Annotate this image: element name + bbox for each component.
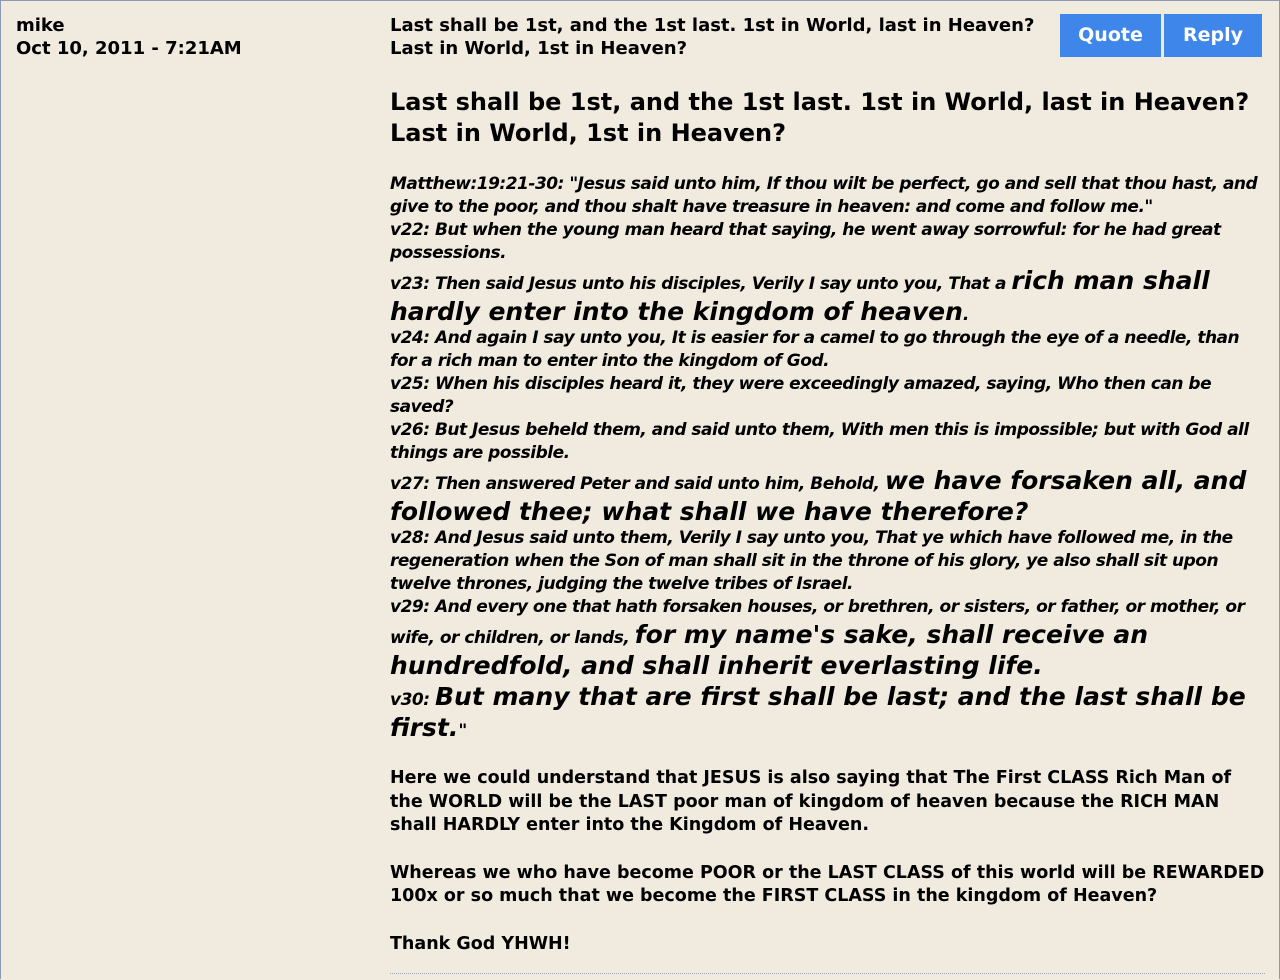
post-date: Oct 10, 2011 - 7:21AM [16,38,242,59]
paragraph-1: Here we could understand that JESUS is also saying that The First CLASS Rich Man of the WORLD will be the LAST poor man of kingdom of heaven because the RICH MAN shall HARDLY enter into the Kingdom of Heaven. [390,768,1232,835]
post-heading-line-1: Last shall be 1st, and the 1st last. 1st in World, last in Heaven? [390,88,1250,116]
quote-button[interactable]: Quote [1060,14,1161,57]
subject-line-2: Last in World, 1st in Heaven? [390,38,688,59]
verse-25: v25: When his disciples heard it, they were exceedingly amazed, saying, Who then can be saved? [390,374,1212,417]
post-heading-line-2: Last in World, 1st in Heaven? [390,119,787,147]
reply-button[interactable]: Reply [1164,14,1262,57]
verse-22: v22: But when the young man heard that saying, he went away sorrowful: for he had great possessions. [390,220,1221,263]
verse-30 [390,681,1268,743]
verse-23-emphasis: rich man shall hardly enter into the kingdom of heaven [390,266,1210,326]
verse-26: v26: But Jesus beheld them, and said unto them, With men this is impossible; but with God all things are possible. [390,420,1249,463]
verse-30-emphasis: But many that are first shall be last; and the last shall be first. [390,682,1246,742]
verse-30-text: v30: [390,690,435,710]
author-block [16,14,242,60]
verse-29 [390,596,1268,681]
paragraph-2: Whereas we who have become POOR or the LAST CLASS of this world will be REWARDED 100x or so much that we become the FIRST CLASS in the kingdom of Heaven? [390,862,1265,906]
verse-27-emphasis: we have forsaken all, and followed thee; what shall we have therefore? [390,466,1247,526]
author-name[interactable]: mike [16,15,65,36]
subject-line-1: Last shall be 1st, and the 1st last. 1st in World, last in Heaven? [390,15,1035,36]
paragraph-3: Thank God YHWH! [390,933,571,954]
verse-30-end: " [458,721,467,741]
scripture-quote [390,173,1268,743]
verse-21: Matthew:19:21-30: "Jesus said unto him, If thou wilt be perfect, go and sell that thou hast, and give to the poor, and thou shalt have treasure in heaven: and come and follow me." [390,174,1258,217]
verse-23-text: v23: Then said Jesus unto his disciples, Verily I say unto you, That a [390,274,1012,294]
verse-29-text: v29: And every one that hath forsaken houses, or brethren, or sisters, or father, or mother, or wife, or children, or lands, [390,597,1245,648]
verse-23 [390,265,1268,327]
signature-divider [390,973,1265,974]
post-heading [390,87,1268,149]
verse-24: v24: And again I say unto you, It is easier for a camel to go through the eye of a needle, than for a rich man to enter into the kingdom of God. [390,328,1240,371]
verse-29-emphasis: for my name's sake, shall receive an hundredfold, and shall inherit everlasting life. [390,620,1149,680]
post-actions [1060,14,1262,57]
verse-28: v28: And Jesus said unto them, Verily I say unto you, That ye which have followed me, in the regeneration when the Son of man shall sit in the throne of his glory, ye also shall sit upon twelve thrones, judging the twelve tribes of Israel. [390,528,1233,594]
post-subject [390,14,1040,60]
verse-27-text: v27: Then answered Peter and said unto him, Behold, [390,474,885,494]
verse-27 [390,465,1268,527]
verse-23-end: . [962,305,969,325]
post-body [390,87,1268,956]
